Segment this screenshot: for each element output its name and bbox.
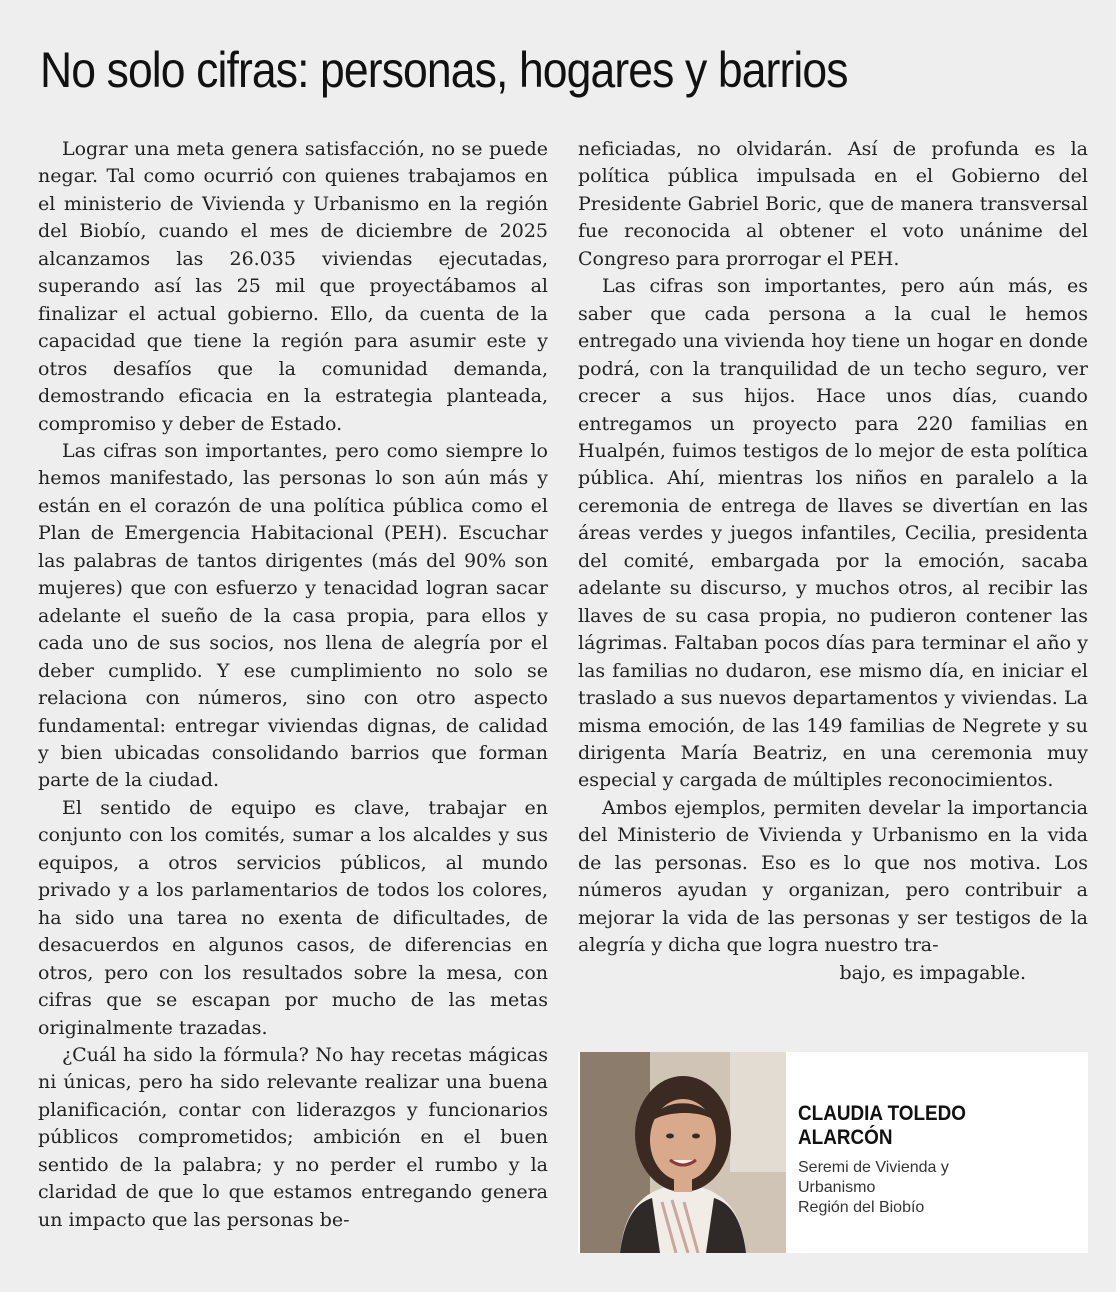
article-paragraph: Lograr una meta genera satisfacción, no se puede negar. Tal como ocurrió con quienes trabajamos en el ministerio de Vivienda y Urbanismo en la región del Biobío, cuando el mes de diciembre de 2025 alcanzamos las 26.035 viviendas ejecutadas, superando así las 25 mil que proyectábamos al finalizar el actual gobierno. Ello, da cuenta de la capacidad que tiene la región para asumir este y otros desafíos que la comunidad demanda, demostrando eficacia en la estrategia planteada, compromiso y deber de Estado. bbox=[38, 138, 548, 435]
article-closing-line: bajo, es impagable. bbox=[839, 961, 1026, 984]
article-paragraph: Las cifras son importantes, pero aún más, es saber que cada persona a la cual le hemos entregado una vivienda hoy tiene un hogar en donde podrá, con la tranquilidad de un techo seguro, ver crecer a sus hijos. Hace unos días, cuando entregamos un proyecto para 220 familias en Hualpén, fuimos testigos de lo mejor de esta política pública. Ahí, mientras los niños en paralelo a la ceremonia de entrega de llaves se divertían en las áreas verdes y juegos infantiles, Cecilia, presidenta del comité, embargada por la emoción, sacaba adelante su discurso, y muchos otros, al recibir las llaves de su casa propia, no pudieron contener las lágrimas. Faltaban pocos días para terminar el año y las familias no dudaron, ese mismo día, en iniciar el traslado a sus nuevos departamentos y viviendas. La misma emoción, de las 149 familias de Negrete y su dirigenta María Beatriz, en una ceremonia muy especial y cargada de múltiples reconocimientos. bbox=[578, 275, 1088, 792]
author-role bbox=[798, 1158, 1078, 1218]
article-paragraph: ¿Cuál ha sido la fórmula? No hay recetas mágicas ni únicas, pero ha sido relevante realizar una buena planificación, contar con liderazgos y funcionarios públicos comprometidos; ambición en el buen sentido de la palabra; y no perder el rumbo y la claridad de que lo que estamos entregando genera un impacto que las personas be- bbox=[38, 1043, 548, 1231]
author-box bbox=[578, 1052, 1088, 1253]
author-portrait-image bbox=[580, 1052, 786, 1253]
article-paragraph: Las cifras son importantes, pero como siempre lo hemos manifestado, las personas lo son aún más y están en el corazón de una política pública como el Plan de Emergencia Habitacional (PEH). Escuchar las palabras de tantos dirigentes (más del 90% son mujeres) que con esfuerzo y tenacidad logran sacar adelante el sueño de la casa propia, para ellos y cada uno de sus socios, nos llena de alegría por el deber cumplido. Y ese cumplimiento no solo se relaciona con números, sino con otro aspecto fundamental: entregar viviendas dignas, de calidad y bien ubicadas consolidando barrios que forman parte de la ciudad. bbox=[38, 439, 548, 792]
article-column-left bbox=[38, 136, 548, 1266]
author-name-line1: CLAUDIA TOLEDO bbox=[798, 1102, 967, 1125]
author-role-line2: Urbanismo bbox=[798, 1179, 876, 1196]
article-column-right bbox=[578, 136, 1088, 1036]
author-credit bbox=[798, 1102, 1078, 1218]
article-paragraph-continuation: neficiadas, no olvidarán. Así de profunda es la política pública impulsada en el Gobierno del Presidente Gabriel Boric, que de manera transversal fue reconocida al obtener el voto unánime del Congreso para prorrogar el PEH. bbox=[578, 138, 1088, 270]
author-role-line3: Región del Biobío bbox=[798, 1199, 925, 1216]
author-photo bbox=[580, 1052, 786, 1253]
article-headline: No solo cifras: personas, hogares y barrios bbox=[40, 42, 848, 98]
article-paragraph: El sentido de equipo es clave, trabajar en conjunto con los comités, sumar a los alcaldes y sus equipos, a otros servicios públicos, al mundo privado y a los parlamentarios de todos los colores, ha sido una tarea no exenta de dificultades, de desacuerdos en algunos casos, de diferencias en otros, pero con los resultados sobre la mesa, con cifras que se escapan por mucho de las metas originalmente trazadas. bbox=[38, 796, 548, 1039]
article-paragraph: Ambos ejemplos, permiten develar la importancia del Ministerio de Vivienda y Urbanismo en la vida de las personas. Eso es lo que nos motiva. Los números ayudan y organizan, pero contribuir a mejorar la vida de las personas y ser testigos de la alegría y dicha que logra nuestro tra- bbox=[578, 796, 1088, 957]
author-name-line2: ALARCÓN bbox=[798, 1126, 893, 1149]
author-role-line1: Seremi de Vivienda y bbox=[798, 1159, 949, 1176]
